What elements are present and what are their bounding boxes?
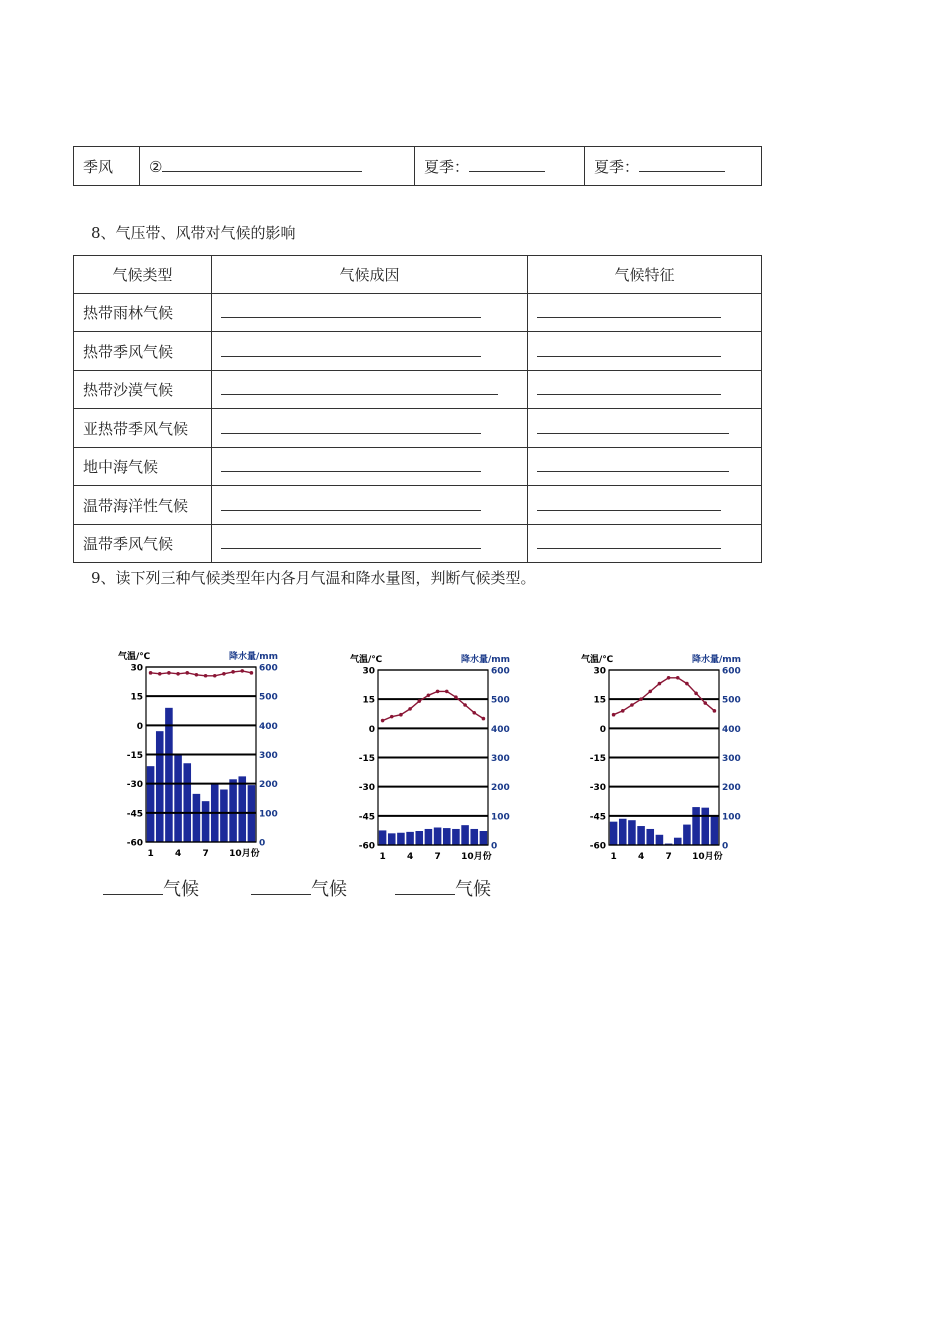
precip-tick-label: 400: [722, 724, 741, 735]
precip-tick-label: 600: [491, 666, 510, 677]
climate-chart-1: [118, 648, 278, 867]
precip-tick-label: 100: [491, 812, 510, 823]
temp-tick-label: -15: [358, 754, 375, 764]
monsoon-table: [73, 146, 762, 186]
precip-bar: [656, 835, 664, 845]
precip-bar: [156, 731, 164, 842]
x-tick-label: 7: [434, 852, 441, 862]
answer-suffix: 气候: [455, 879, 491, 900]
row-climate-type: 热带雨林气候: [74, 294, 212, 332]
precip-bar: [461, 825, 469, 845]
precip-bar: [220, 790, 228, 843]
precip-bar: [425, 829, 433, 845]
answer-suffix: 气候: [163, 879, 199, 900]
cause-blank[interactable]: [221, 534, 481, 549]
monsoon-label: 季风: [74, 147, 140, 186]
precip-tick-label: 200: [722, 783, 741, 794]
cause-blank[interactable]: [221, 419, 481, 434]
temp-tick-label: -15: [589, 754, 606, 764]
precip-bar: [174, 755, 182, 843]
x-tick-label: 1: [147, 849, 154, 859]
precip-tick-label: 600: [259, 663, 278, 674]
answer-blank[interactable]: [395, 876, 455, 895]
precip-tick-label: 300: [722, 754, 741, 764]
precip-bar: [397, 833, 405, 845]
temperature-line: [614, 678, 715, 715]
precip-bar: [711, 816, 719, 845]
cause-blank[interactable]: [221, 380, 498, 395]
precip-bar: [406, 832, 414, 845]
precip-bar: [165, 708, 173, 842]
temp-tick-label: 0: [599, 724, 606, 735]
chart-svg: [581, 651, 741, 866]
temperature-point: [185, 671, 189, 675]
temperature-point: [694, 692, 698, 696]
header-climate-cause: 气候成因: [212, 256, 528, 294]
precip-bar: [183, 763, 191, 842]
precip-tick-label: 300: [259, 751, 278, 761]
precip-bar: [683, 825, 691, 845]
feature-blank[interactable]: [537, 380, 721, 395]
temperature-point: [472, 711, 476, 715]
temperature-point: [612, 713, 616, 717]
row-climate-type: 热带季风气候: [74, 332, 212, 371]
precip-bar: [619, 819, 627, 845]
row-climate-type: 地中海气候: [74, 448, 212, 486]
precip-bar: [415, 831, 423, 845]
precip-bar: [637, 826, 645, 845]
temp-tick-label: 15: [130, 692, 143, 703]
temperature-point: [149, 671, 153, 675]
precip-tick-label: 400: [491, 724, 510, 735]
monsoon-cell-2: [140, 147, 415, 186]
precip-tick-label: 200: [491, 783, 510, 794]
feature-blank[interactable]: [537, 534, 721, 549]
precip-tick-label: 500: [722, 695, 741, 706]
summer-label: 夏季：: [424, 157, 470, 176]
temperature-point: [167, 671, 171, 675]
answer-blank[interactable]: [639, 157, 725, 172]
temp-tick-label: -45: [126, 809, 143, 820]
temperature-point: [703, 701, 707, 705]
precip-tick-label: 0: [722, 841, 729, 852]
temp-tick-label: 30: [362, 666, 375, 677]
row-climate-type: 亚热带季风气候: [74, 409, 212, 448]
x-tick-label: 7: [202, 849, 209, 859]
row-climate-type: 热带沙漠气候: [74, 371, 212, 409]
answer-blank[interactable]: [251, 876, 311, 895]
temp-tick-label: 0: [368, 724, 375, 735]
precip-tick-label: 0: [491, 841, 498, 852]
temperature-point: [436, 690, 440, 694]
feature-blank[interactable]: [537, 419, 729, 434]
temp-tick-label: -30: [589, 783, 606, 794]
temp-tick-label: -15: [126, 751, 143, 761]
precip-tick-label: 100: [722, 812, 741, 823]
precip-bar: [379, 830, 387, 845]
precip-bar: [646, 829, 654, 845]
x-tick-label: 1: [610, 852, 617, 862]
temp-axis-label: 气温/℃: [118, 652, 151, 662]
precip-bar: [434, 828, 442, 846]
temp-tick-label: 15: [593, 695, 606, 706]
precip-tick-label: 500: [491, 695, 510, 706]
precip-bar: [452, 829, 460, 845]
temp-tick-label: 30: [593, 666, 606, 677]
header-climate-feature: 气候特征: [528, 256, 762, 294]
precip-bar: [470, 829, 478, 845]
temperature-point: [195, 673, 199, 677]
answer-blank[interactable]: [469, 157, 545, 172]
precip-bar: [610, 822, 618, 845]
temp-tick-label: -60: [126, 838, 143, 849]
temp-tick-label: -60: [358, 841, 375, 852]
temperature-point: [454, 695, 458, 699]
temp-tick-label: -45: [358, 812, 375, 823]
x-tick-label: 10月份: [692, 852, 723, 862]
precip-tick-label: 500: [259, 692, 278, 703]
climate-chart-2: [350, 651, 510, 870]
precip-tick-label: 100: [259, 809, 278, 820]
x-tick-label: 10月份: [461, 852, 492, 862]
precip-tick-label: 600: [722, 666, 741, 677]
temperature-point: [427, 693, 431, 697]
temperature-point: [713, 709, 717, 713]
precip-tick-label: 0: [259, 838, 266, 849]
temperature-point: [240, 669, 244, 673]
precip-bar: [147, 766, 155, 842]
monsoon-summer-cell-2: [585, 147, 762, 186]
climate-chart-3: [581, 651, 741, 870]
temperature-point: [408, 707, 412, 711]
q9-title: 9、读下列三种气候类型年内各月气温和降水量图，判断气候类型。: [91, 569, 536, 587]
temperature-point: [417, 699, 421, 703]
temperature-point: [639, 697, 643, 701]
x-tick-label: 1: [379, 852, 386, 862]
precip-bar: [701, 808, 709, 845]
cause-blank[interactable]: [221, 457, 481, 472]
answer-blank[interactable]: [103, 876, 163, 895]
cause-blank[interactable]: [221, 303, 481, 318]
temperature-point: [231, 670, 235, 674]
precip-axis-label: 降水量/mm: [460, 655, 510, 665]
x-tick-label: 4: [406, 852, 414, 862]
temp-tick-label: -30: [126, 780, 143, 791]
row-climate-type: 温带海洋性气候: [74, 486, 212, 525]
q8-title: 8、气压带、风带对气候的影响: [91, 224, 296, 242]
climate-table: [73, 255, 762, 563]
precip-bar: [388, 833, 396, 845]
feature-blank[interactable]: [537, 496, 721, 511]
x-tick-label: 7: [665, 852, 672, 862]
feature-blank[interactable]: [537, 303, 721, 318]
temp-axis-label: 气温/℃: [581, 655, 614, 665]
chart-svg: [118, 648, 278, 863]
temperature-point: [658, 682, 662, 686]
header-climate-type: 气候类型: [74, 256, 212, 294]
temperature-point: [648, 690, 652, 694]
temperature-point: [630, 703, 634, 707]
temperature-line: [151, 671, 252, 676]
temperature-point: [463, 703, 467, 707]
feature-blank[interactable]: [537, 342, 721, 357]
temperature-point: [685, 682, 689, 686]
precip-bar: [193, 794, 201, 842]
temperature-point: [222, 672, 226, 676]
temperature-point: [213, 674, 217, 678]
cause-blank[interactable]: [221, 496, 481, 511]
row-climate-type: 温带季风气候: [74, 525, 212, 563]
precip-bar: [480, 831, 488, 845]
x-tick-label: 10月份: [229, 849, 260, 859]
x-tick-label: 4: [637, 852, 645, 862]
x-tick-label: 4: [174, 849, 182, 859]
temperature-point: [204, 674, 208, 678]
temperature-point: [621, 709, 625, 713]
answer-1: [103, 875, 199, 901]
temp-tick-label: -30: [358, 783, 375, 794]
precip-bar: [238, 776, 246, 842]
temp-axis-label: 气温/℃: [350, 655, 383, 665]
precip-bar: [692, 807, 700, 845]
temperature-point: [482, 717, 486, 721]
precip-axis-label: 降水量/mm: [228, 652, 278, 662]
temperature-point: [667, 676, 671, 680]
temp-tick-label: 0: [136, 721, 143, 732]
precip-tick-label: 200: [259, 780, 278, 791]
feature-blank[interactable]: [537, 457, 729, 472]
summer-label: 夏季：: [594, 157, 640, 176]
precip-bar: [443, 828, 451, 845]
circle-mark: ②: [149, 157, 163, 176]
cause-blank[interactable]: [221, 342, 481, 357]
temperature-point: [381, 719, 385, 723]
temp-tick-label: 30: [130, 663, 143, 674]
temp-tick-label: -45: [589, 812, 606, 823]
monsoon-summer-cell-1: [415, 147, 585, 186]
chart-svg: [350, 651, 510, 866]
answer-2: [251, 875, 347, 901]
precip-bar: [628, 820, 636, 845]
answer-blank[interactable]: [162, 157, 362, 172]
answer-3: [395, 875, 491, 901]
temperature-point: [390, 715, 394, 719]
temperature-point: [676, 676, 680, 680]
temperature-point: [445, 690, 449, 694]
precip-bar: [229, 779, 237, 842]
precip-bar: [202, 801, 210, 842]
temp-tick-label: -60: [589, 841, 606, 852]
temperature-line: [383, 691, 484, 720]
precip-bar: [674, 838, 682, 845]
temperature-point: [399, 713, 403, 717]
temperature-point: [250, 671, 254, 675]
temperature-point: [176, 672, 180, 676]
temperature-point: [158, 672, 162, 676]
precip-tick-label: 400: [259, 721, 278, 732]
precip-tick-label: 300: [491, 754, 510, 764]
answer-suffix: 气候: [311, 879, 347, 900]
precip-axis-label: 降水量/mm: [691, 655, 741, 665]
temp-tick-label: 15: [362, 695, 375, 706]
